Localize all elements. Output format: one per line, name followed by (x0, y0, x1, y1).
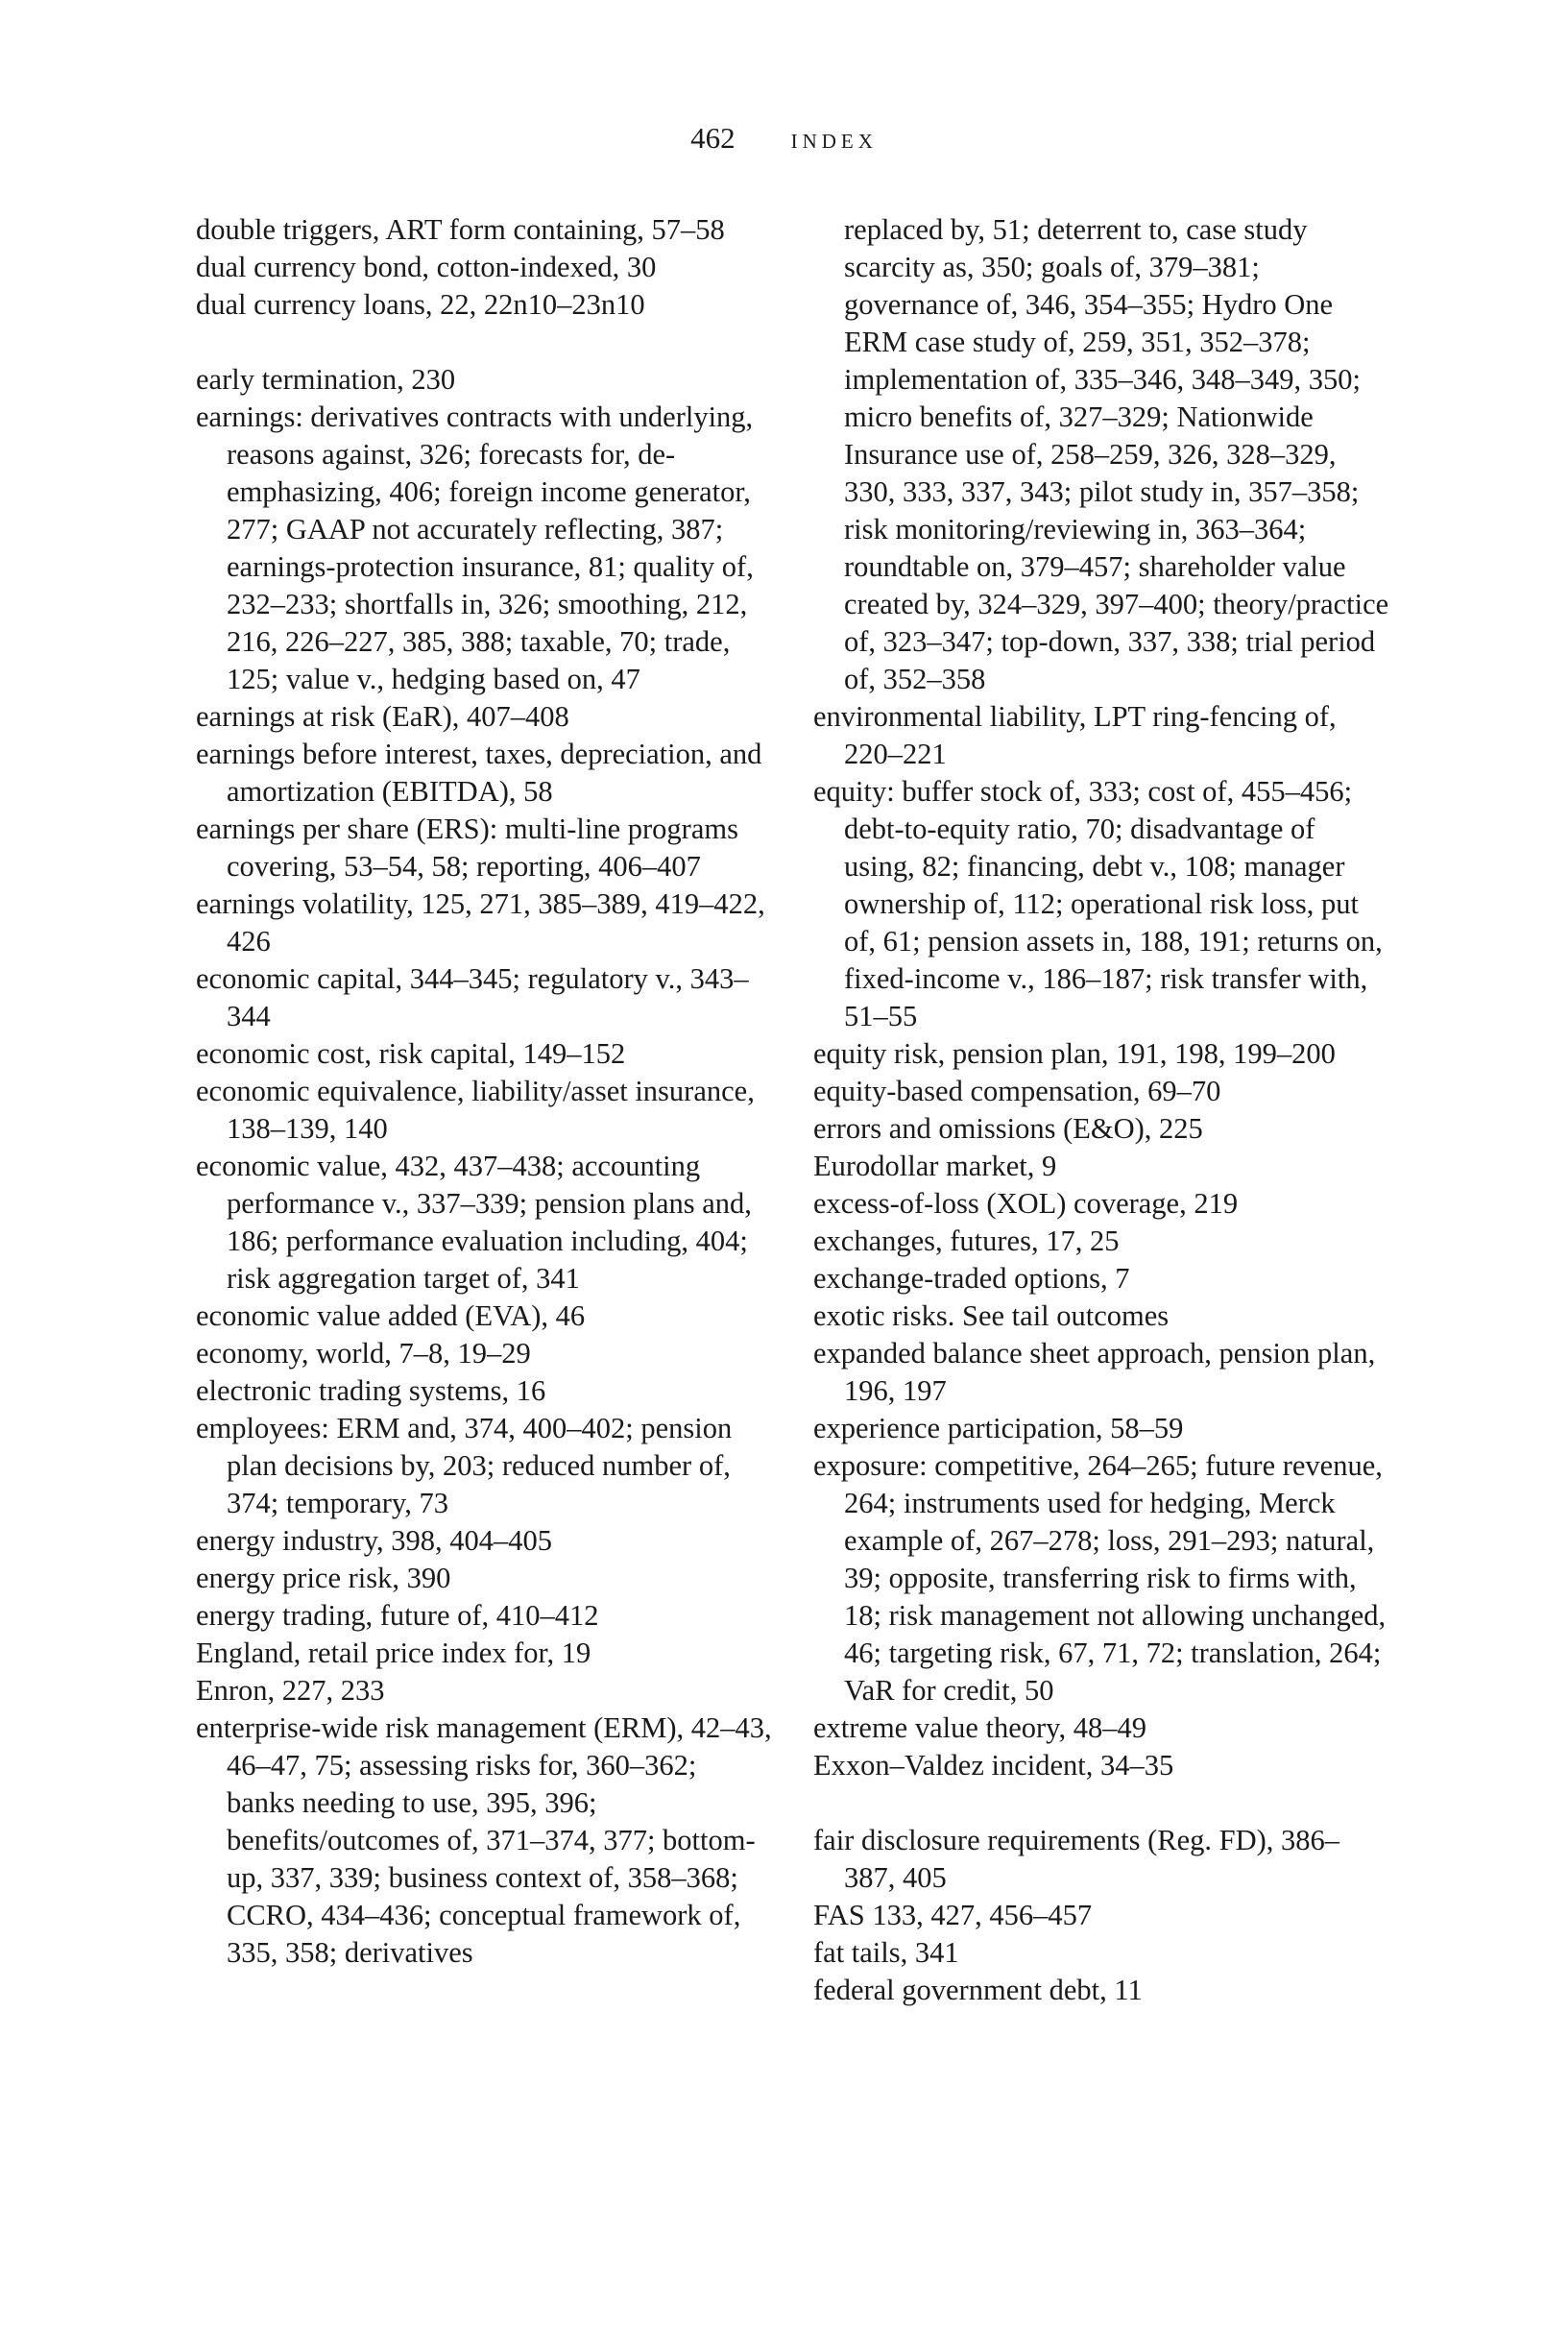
index-entry: earnings before interest, taxes, depreciation, and amortization (EBITDA), 58 (196, 738, 762, 808)
index-entry: earnings at risk (EaR), 407–408 (196, 700, 569, 733)
index-entry: electronic trading systems, 16 (196, 1374, 546, 1407)
index-entry: energy industry, 398, 404–405 (196, 1524, 553, 1557)
letter-gap (813, 1784, 1389, 1822)
index-entry: extreme value theory, 48–49 (813, 1711, 1146, 1744)
index-entry: excess-of-loss (XOL) coverage, 219 (813, 1187, 1239, 1220)
index-entry: fair disclosure requirements (Reg. FD), 386–387, 405 (813, 1824, 1340, 1894)
index-entry: energy price risk, 390 (196, 1562, 451, 1594)
index-entry: equity: buffer stock of, 333; cost of, 455–456; debt-to-equity ratio, 70; disadvantage of using, 82; financing, debt v., 108; manager ownership of, 112; operational risk loss, put of, 61; pension assets in, 188, 191; returns on, fixed-income v., 186–187; risk transfer with, 51–55 (813, 775, 1383, 1032)
index-entry: environmental liability, LPT ring-fencing of, 220–221 (813, 700, 1337, 770)
index-entry: exchanges, futures, 17, 25 (813, 1224, 1120, 1257)
index-entry: exchange-traded options, 7 (813, 1262, 1130, 1295)
index-entry: earnings: derivatives contracts with underlying, reasons against, 326; forecasts for, de-emphasizing, 406; foreign income generator, 277; GAAP not accurately reflecting, 387; earnings-protection insurance, 81; quality of, 232–233; shortfalls in, 326; smoothing, 212, 216, 226–227, 385, 388; taxable, 70; trade, 125; value v., hedging based on, 47 (196, 400, 754, 695)
letter-gap (196, 324, 772, 361)
index-entry: dual currency loans, 22, 22n10–23n10 (196, 288, 645, 321)
index-entry: equity risk, pension plan, 191, 198, 199–200 (813, 1037, 1336, 1070)
index-entry: enterprise-wide risk management (ERM), 42–43, 46–47, 75; assessing risks for, 360–362; banks needing to use, 395, 396; benefits/outcomes of, 371–374, 377; bottom-up, 337, 339; business context of, 358–368; CCRO, 434–436; conceptual framework of, 335, 358; derivatives (196, 1711, 772, 1969)
page-number: 462 (690, 121, 736, 155)
index-entry: FAS 133, 427, 456–457 (813, 1899, 1093, 1931)
index-entry: employees: ERM and, 374, 400–402; pension plan decisions by, 203; reduced number of, 374; temporary, 73 (196, 1412, 733, 1519)
index-entry: expanded balance sheet approach, pension plan, 196, 197 (813, 1337, 1376, 1407)
index-entry: exposure: competitive, 264–265; future revenue, 264; instruments used for hedging, Merck example of, 267–278; loss, 291–293; natural, 39; opposite, transferring risk to firms with, 18; risk management not allowing unchanged, 46; targeting risk, 67, 71, 72; translation, 264; VaR for credit, 50 (813, 1449, 1387, 1707)
index-entry: economic cost, risk capital, 149–152 (196, 1037, 626, 1070)
index-entry: earnings per share (ERS): multi-line programs covering, 53–54, 58; reporting, 406–407 (196, 812, 738, 883)
index-entry: double triggers, ART form containing, 57–58 (196, 213, 725, 246)
index-column-left (196, 211, 772, 1972)
index-entry: economic capital, 344–345; regulatory v., 343–344 (196, 962, 749, 1032)
index-entry: dual currency bond, cotton-indexed, 30 (196, 251, 657, 283)
index-column-right (813, 211, 1389, 2009)
index-entry: experience participation, 58–59 (813, 1412, 1184, 1444)
running-title: index (790, 123, 878, 155)
index-entry: Eurodollar market, 9 (813, 1150, 1057, 1182)
index-entry: exotic risks. See tail outcomes (813, 1299, 1170, 1332)
index-entry: Enron, 227, 233 (196, 1674, 385, 1707)
index-entry: fat tails, 341 (813, 1936, 959, 1969)
index-entry: early termination, 230 (196, 363, 456, 396)
index-entry: economic equivalence, liability/asset insurance, 138–139, 140 (196, 1075, 755, 1145)
index-entry: England, retail price index for, 19 (196, 1637, 591, 1669)
index-entry: earnings volatility, 125, 271, 385–389, 419–422, 426 (196, 887, 765, 958)
index-entry: equity-based compensation, 69–70 (813, 1075, 1221, 1107)
running-header (0, 113, 1568, 164)
index-entry: errors and omissions (E&O), 225 (813, 1112, 1203, 1145)
index-entry: economic value, 432, 437–438; accounting performance v., 337–339; pension plans and, 186; performance evaluation including, 404; risk aggregation target of, 341 (196, 1150, 752, 1295)
index-entry: Exxon–Valdez incident, 34–35 (813, 1749, 1174, 1782)
index-entry: economy, world, 7–8, 19–29 (196, 1337, 531, 1370)
index-entry: energy trading, future of, 410–412 (196, 1599, 599, 1632)
index-entry: economic value added (EVA), 46 (196, 1299, 586, 1332)
index-entry: federal government debt, 11 (813, 1974, 1143, 2006)
index-entry-continued: replaced by, 51; deterrent to, case study scarcity as, 350; goals of, 379–381; governance of, 346, 354–355; Hydro One ERM case study of, 259, 351, 352–378; implementation of, 335–346, 348–349, 350; micro benefits of, 327–329; Nationwide Insurance use of, 258–259, 326, 328–329, 330, 333, 337, 343; pilot study in, 357–358; risk monitoring/reviewing in, 363–364; roundtable on, 379–457; shareholder value created by, 324–329, 397–400; theory/practice of, 323–347; top-down, 337, 338; trial period of, 352–358 (844, 213, 1389, 695)
